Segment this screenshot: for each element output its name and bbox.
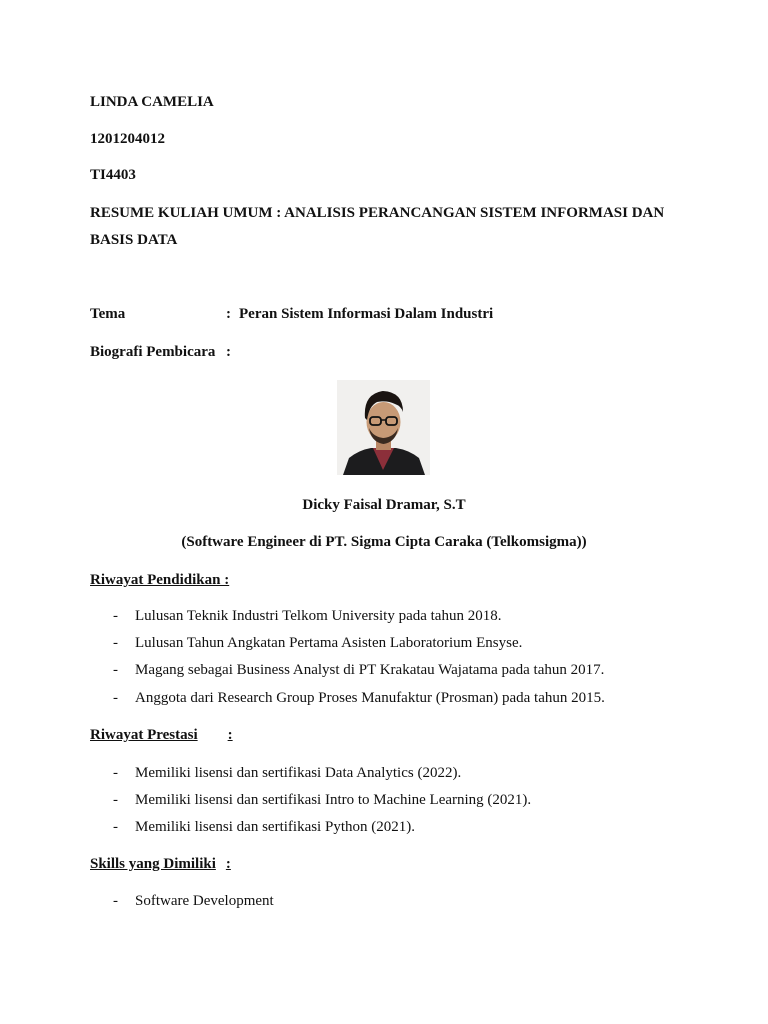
achievement-item: Memiliki lisensi dan sertifikasi Python (2021). (135, 819, 415, 835)
bullet-dash: - (113, 893, 118, 909)
achievement-item: Memiliki lisensi dan sertifikasi Intro to Machine Learning (2021). (135, 792, 532, 808)
speaker-photo (337, 380, 430, 475)
bullet-dash: - (113, 690, 118, 706)
skill-item: Software Development (135, 893, 274, 909)
document-title-line1: RESUME KULIAH UMUM : ANALISIS PERANCANGAN SISTEM INFORMASI DAN (90, 205, 665, 221)
education-item: Lulusan Teknik Industri Telkom University pada tahun 2018. (135, 608, 502, 624)
skills-heading (90, 856, 231, 873)
skills-heading-colon: : (225, 856, 231, 872)
achievements-heading-label: Riwayat Prestasi (90, 727, 198, 743)
achievement-item: Memiliki lisensi dan sertifikasi Data Analytics (2022). (135, 765, 462, 781)
biography-label: Biografi Pembicara (90, 344, 216, 360)
education-item: Lulusan Tahun Angkatan Pertama Asisten Laboratorium Ensyse. (135, 635, 523, 651)
class-code: TI4403 (90, 167, 136, 183)
education-item: Magang sebagai Business Analyst di PT Krakatau Wajatama pada tahun 2017. (135, 662, 605, 678)
speaker-portrait-image (337, 380, 430, 475)
bullet-dash: - (113, 765, 118, 781)
bullet-dash: - (113, 608, 118, 624)
skills-heading-label: Skills yang Dimiliki (90, 856, 216, 872)
document-title-line2: BASIS DATA (90, 232, 178, 248)
student-name: LINDA CAMELIA (90, 94, 214, 110)
biography-colon: : (226, 344, 231, 360)
theme-label: Tema (90, 306, 126, 322)
bullet-dash: - (113, 662, 118, 678)
student-id: 1201204012 (90, 131, 165, 147)
education-item: Anggota dari Research Group Proses Manufaktur (Prosman) pada tahun 2015. (135, 690, 605, 706)
speaker-role: (Software Engineer di PT. Sigma Cipta Caraka (Telkomsigma)) (181, 534, 587, 550)
bullet-dash: - (113, 819, 118, 835)
education-heading: Riwayat Pendidikan : (90, 572, 230, 588)
achievements-heading-colon: : (227, 727, 233, 743)
theme-colon: : (226, 306, 231, 322)
speaker-name: Dicky Faisal Dramar, S.T (302, 497, 466, 513)
theme-value: Peran Sistem Informasi Dalam Industri (239, 306, 494, 322)
bullet-dash: - (113, 792, 118, 808)
bullet-dash: - (113, 635, 118, 651)
achievements-heading (90, 727, 233, 744)
